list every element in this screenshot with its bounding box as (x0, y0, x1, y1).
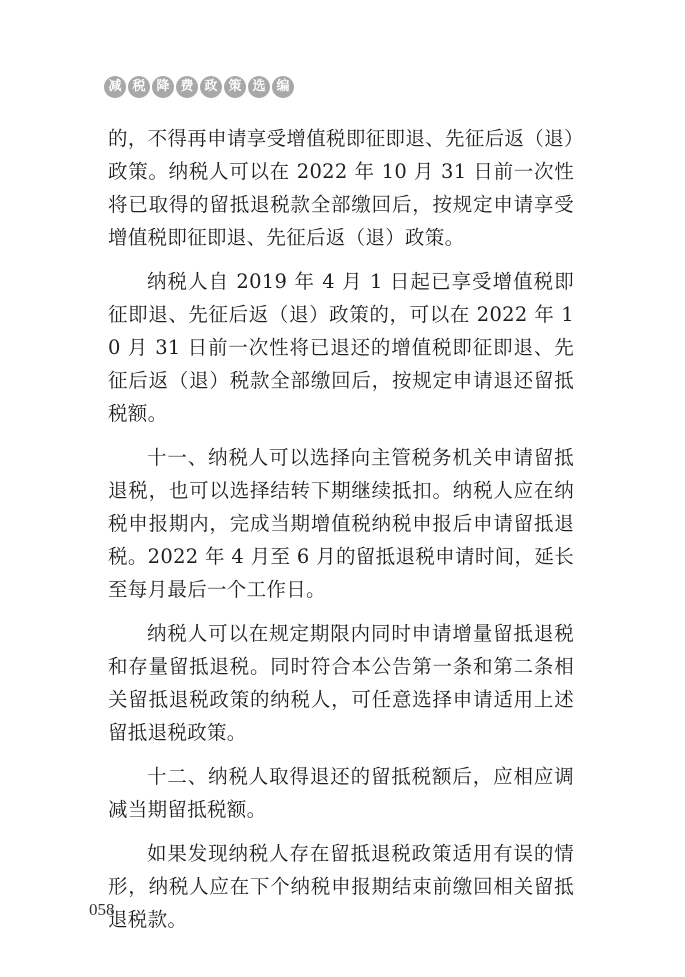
paragraph: 十一、纳税人可以选择向主管税务机关申请留抵退税，也可以选择结转下期继续抵扣。纳税人应在纳税申报期内，完成当期增值税纳税申报后申请留抵退税。2022 年 4 月至 6 月的留抵退税申请时间，延长至每月最后一个工作日。 (108, 446, 574, 601)
header-char: 税 (128, 76, 150, 98)
paragraph: 纳税人自 2019 年 4 月 1 日起已享受增值税即征即退、先征后返（退）政策的，可以在 2022 年 10 月 31 日前一次性将已退还的增值税即征即退、先征后返（退）税款全部缴回后，按规定申请退还留抵税额。 (108, 270, 574, 425)
header-char: 编 (272, 76, 294, 98)
header-char: 选 (248, 76, 270, 98)
header-char: 策 (224, 76, 246, 98)
body-text (108, 122, 574, 947)
paragraph: 的，不得再申请享受增值税即征即退、先征后返（退）政策。纳税人可以在 2022 年 10 月 31 日前一次性将已取得的留抵退税款全部缴回后，按规定申请享受增值税即征即退、先征后返（退）政策。 (108, 127, 574, 249)
paragraph: 如果发现纳税人存在留抵退税政策适用有误的情形，纳税人应在下个纳税申报期结束前缴回相关留抵退税款。 (108, 842, 574, 931)
header-char: 降 (152, 76, 174, 98)
paragraph: 纳税人可以在规定期限内同时申请增量留抵退税和存量留抵退税。同时符合本公告第一条和第二条相关留抵退税政策的纳税人，可任意选择申请适用上述留抵退税政策。 (108, 622, 574, 744)
page-number: 058 (89, 900, 115, 919)
running-header (104, 76, 294, 98)
header-char: 费 (176, 76, 198, 98)
header-char: 政 (200, 76, 222, 98)
paragraph: 十二、纳税人取得退还的留抵税额后，应相应调减当期留抵税额。 (108, 765, 574, 821)
header-char: 减 (104, 76, 126, 98)
